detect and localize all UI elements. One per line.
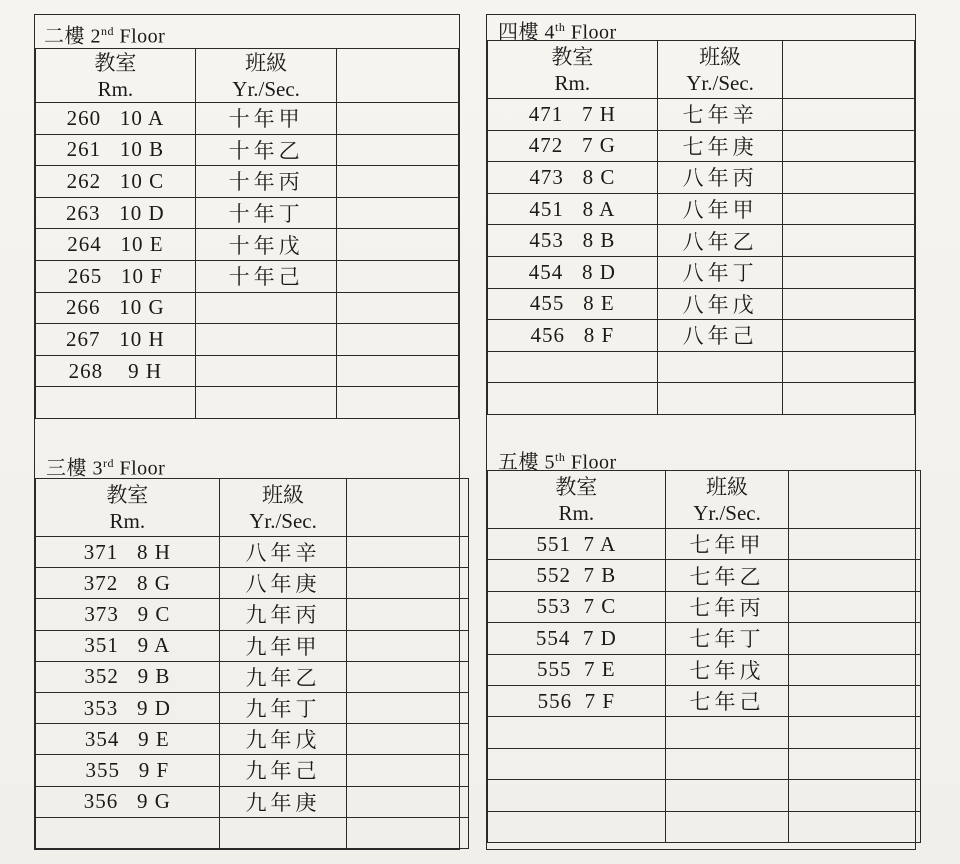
header-class [665,471,789,529]
header-room [488,41,658,99]
table-row [488,748,921,779]
room-cell: 372 8 G [36,568,220,599]
floor-4-title-sup: th [555,20,566,34]
class-cell [657,383,783,415]
table-row [36,692,469,723]
blank-cell [347,599,469,630]
blank-cell [347,692,469,723]
class-cell: 八年庚 [219,568,347,599]
blank-cell [789,560,921,591]
floor-2-title-en: Floor [119,25,166,48]
class-cell [665,748,789,779]
blank-cell [347,786,469,817]
room-cell [488,811,666,842]
header-room-cn: 教室 [94,50,137,75]
header-blank [783,41,915,99]
room-cell [488,780,666,811]
table-header-row [36,49,459,103]
header-class-cn: 班級 [706,474,749,499]
class-cell [219,817,347,848]
room-cell: 553 7 C [488,591,666,622]
table-header-row [488,471,921,529]
blank-cell [347,755,469,786]
floor-3-title-sup: rd [103,456,114,470]
floor-2-title-sup: nd [101,24,114,38]
blank-cell [337,355,459,387]
header-room-cn: 教室 [106,482,149,507]
room-cell: 454 8 D [488,256,658,288]
room-cell [36,387,196,419]
class-cell: 九年甲 [219,630,347,661]
class-cell [657,351,783,383]
floor-4-title-num: 4 [544,21,555,44]
floor-2-title-num: 2 [90,25,101,48]
blank-cell [789,811,921,842]
blank-cell [783,225,915,257]
floor-3-title [46,446,165,480]
header-room [36,479,220,537]
table-row [488,383,915,415]
room-cell: 266 10 G [36,292,196,324]
class-cell: 八年丁 [657,256,783,288]
room-cell: 352 9 B [36,661,220,692]
class-cell: 九年丁 [219,692,347,723]
room-cell: 453 8 B [488,225,658,257]
table-row [488,780,921,811]
header-blank [337,49,459,103]
table-row [488,193,915,225]
floor-5-title [498,440,617,474]
room-cell: 455 8 E [488,288,658,320]
class-cell: 九年丙 [219,599,347,630]
room-cell: 267 10 H [36,324,196,356]
table-row [36,755,469,786]
blank-cell [347,568,469,599]
blank-cell [789,780,921,811]
blank-cell [783,99,915,131]
floor-2-title-cn: 二樓 [44,25,85,48]
room-cell: 451 8 A [488,193,658,225]
blank-cell [783,383,915,415]
room-cell: 356 9 G [36,786,220,817]
room-cell: 260 10 A [36,103,196,135]
table-row [488,811,921,842]
class-cell: 十年丙 [195,166,337,198]
room-cell: 373 9 C [36,599,220,630]
floor-5-title-cn: 五樓 [498,451,539,474]
floor-2-title [44,14,165,48]
class-cell: 九年己 [219,755,347,786]
blank-cell [337,134,459,166]
class-cell: 七年丙 [665,591,789,622]
floor-5-title-en: Floor [570,451,617,474]
floor-5-title-sup: th [555,450,566,464]
class-cell: 七年丁 [665,623,789,654]
table-row [488,685,921,716]
room-cell: 555 7 E [488,654,666,685]
room-cell [488,748,666,779]
table-row [36,724,469,755]
blank-cell [347,630,469,661]
class-cell: 七年戊 [665,654,789,685]
header-class [195,49,337,103]
header-class [219,479,347,537]
floor-3-title-en: Floor [119,457,166,480]
header-class [657,41,783,99]
class-cell: 九年戊 [219,724,347,755]
table-row [36,260,459,292]
blank-cell [337,260,459,292]
room-cell: 552 7 B [488,560,666,591]
header-room-en: Rm. [558,500,595,525]
class-cell: 八年己 [657,320,783,352]
blank-cell [789,717,921,748]
header-class-en: Yr./Sec. [232,76,300,101]
table-row [488,591,921,622]
table-row [488,529,921,560]
blank-cell [347,724,469,755]
room-cell: 265 10 F [36,260,196,292]
class-cell: 七年辛 [657,99,783,131]
class-cell: 十年己 [195,260,337,292]
class-cell: 十年乙 [195,134,337,166]
table-header-row [36,479,469,537]
table-row [36,817,469,848]
room-cell: 554 7 D [488,623,666,654]
blank-cell [337,103,459,135]
class-cell: 七年己 [665,685,789,716]
floor-4-title-cn: 四樓 [498,21,539,44]
room-cell: 353 9 D [36,692,220,723]
table-row [36,103,459,135]
table-row [36,786,469,817]
room-cell: 268 9 H [36,355,196,387]
class-cell: 九年乙 [219,661,347,692]
blank-cell [783,130,915,162]
blank-cell [337,197,459,229]
blank-cell [337,387,459,419]
class-cell: 七年甲 [665,529,789,560]
table-row [488,225,915,257]
floor-2-table [35,48,459,419]
blank-cell [783,256,915,288]
table-row [36,166,459,198]
header-class-en: Yr./Sec. [686,70,754,95]
class-cell [195,324,337,356]
header-room-en: Rm. [554,70,591,95]
class-cell [195,292,337,324]
header-room-cn: 教室 [551,44,594,69]
blank-cell [789,654,921,685]
class-cell: 九年庚 [219,786,347,817]
table-row [36,387,459,419]
class-cell [665,811,789,842]
table-row [488,717,921,748]
class-cell: 八年辛 [219,537,347,568]
table-row [488,320,915,352]
blank-cell [337,324,459,356]
class-cell: 十年丁 [195,197,337,229]
table-row [488,162,915,194]
class-cell: 八年甲 [657,193,783,225]
room-cell: 556 7 F [488,685,666,716]
header-room-en: Rm. [109,508,146,533]
blank-cell [347,537,469,568]
header-class-en: Yr./Sec. [249,508,317,533]
table-row [36,355,459,387]
header-class-en: Yr./Sec. [693,500,761,525]
header-room [488,471,666,529]
floor-4-table [487,40,915,415]
room-cell: 264 10 E [36,229,196,261]
class-cell: 八年戊 [657,288,783,320]
table-row [36,134,459,166]
class-cell [665,780,789,811]
table-header-row [488,41,915,99]
floor-4-title [498,10,617,44]
floor-3-title-cn: 三樓 [46,457,87,480]
room-cell: 551 7 A [488,529,666,560]
class-cell: 七年乙 [665,560,789,591]
blank-cell [347,661,469,692]
blank-cell [783,193,915,225]
room-cell [488,383,658,415]
room-cell: 262 10 C [36,166,196,198]
table-row [36,229,459,261]
blank-cell [789,748,921,779]
table-row [36,661,469,692]
floor-5-table [487,470,921,843]
room-cell: 471 7 H [488,99,658,131]
room-cell: 351 9 A [36,630,220,661]
blank-cell [789,623,921,654]
room-cell: 472 7 G [488,130,658,162]
blank-cell [783,288,915,320]
class-cell: 十年甲 [195,103,337,135]
blank-cell [789,529,921,560]
header-class-cn: 班級 [699,44,742,69]
blank-cell [337,229,459,261]
room-cell: 371 8 H [36,537,220,568]
table-row [488,130,915,162]
table-row [488,654,921,685]
room-cell [488,717,666,748]
class-cell [195,387,337,419]
class-cell: 八年乙 [657,225,783,257]
blank-cell [789,591,921,622]
room-cell: 263 10 D [36,197,196,229]
blank-cell [783,162,915,194]
blank-cell [783,320,915,352]
blank-cell [337,166,459,198]
header-class-cn: 班級 [245,50,288,75]
table-row [36,324,459,356]
room-cell [488,351,658,383]
class-cell [665,717,789,748]
header-blank [789,471,921,529]
room-cell: 456 8 F [488,320,658,352]
table-row [36,630,469,661]
floor-3-table [35,478,469,849]
room-cell [36,817,220,848]
header-room-en: Rm. [97,76,134,101]
header-room [36,49,196,103]
room-cell: 354 9 E [36,724,220,755]
table-row [488,351,915,383]
floor-4-title-en: Floor [570,21,617,44]
class-cell: 八年丙 [657,162,783,194]
table-row [488,99,915,131]
header-class-cn: 班級 [262,482,305,507]
floor-5-title-num: 5 [544,451,555,474]
table-row [488,560,921,591]
table-row [36,568,469,599]
blank-cell [789,685,921,716]
table-row [488,256,915,288]
floor-3-title-num: 3 [92,457,103,480]
blank-cell [337,292,459,324]
header-blank [347,479,469,537]
blank-cell [347,817,469,848]
blank-cell [783,351,915,383]
table-row [488,623,921,654]
table-row [488,288,915,320]
table-row [36,537,469,568]
header-room-cn: 教室 [555,474,598,499]
room-cell: 473 8 C [488,162,658,194]
table-row [36,197,459,229]
class-cell: 七年庚 [657,130,783,162]
class-cell [195,355,337,387]
room-cell: 261 10 B [36,134,196,166]
table-row [36,599,469,630]
room-cell: 355 9 F [36,755,220,786]
table-row [36,292,459,324]
class-cell: 十年戊 [195,229,337,261]
